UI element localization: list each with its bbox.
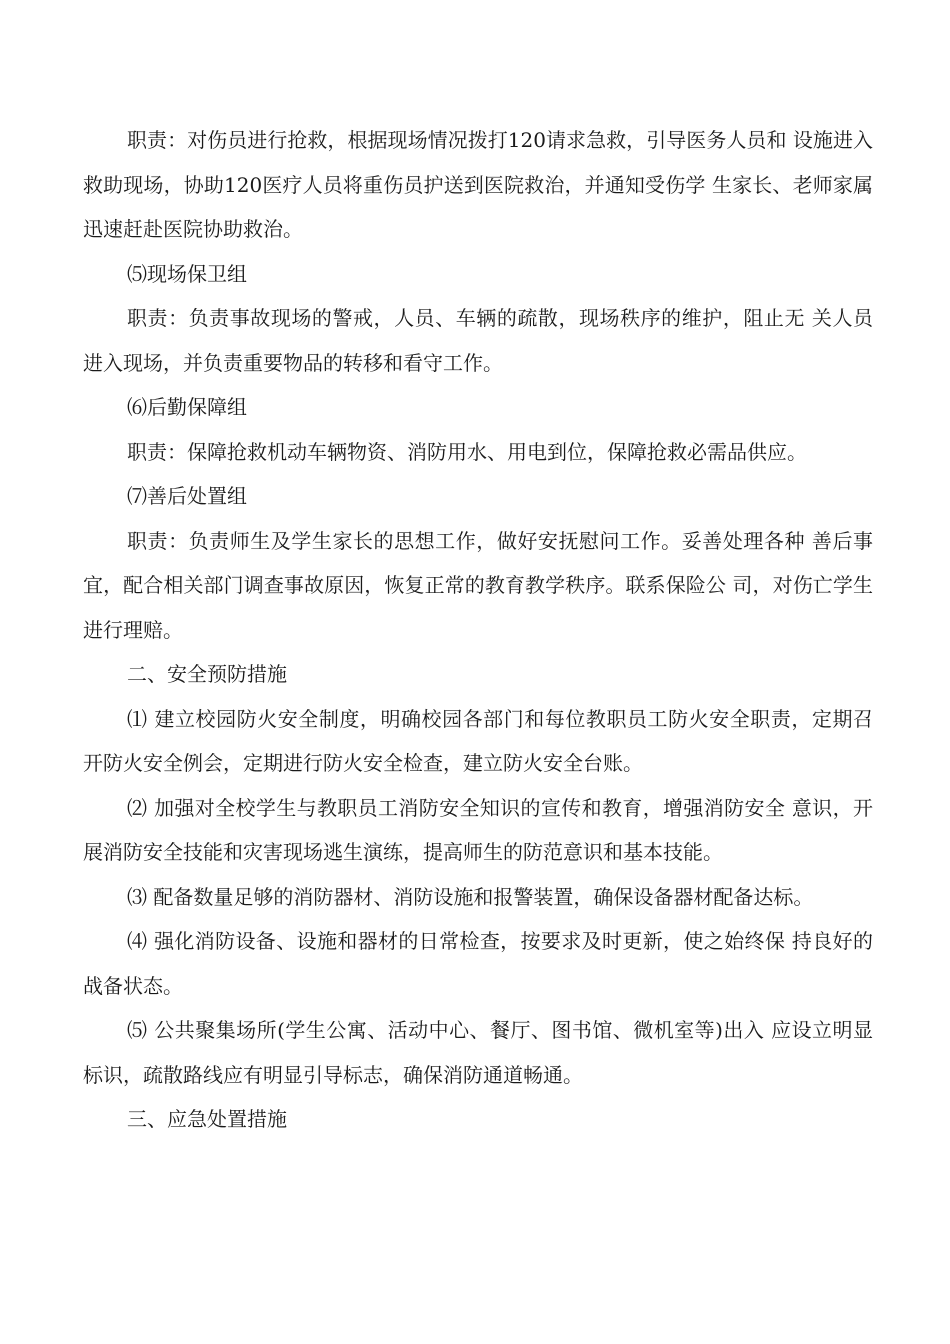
heading-aftermath-group: ⑺善后处置组	[127, 484, 247, 508]
paragraph-security-duty: 职责：负责事故现场的警戒，人员、车辆的疏散，现场秩序的维护，阻止无 关人员进入现场，并负责重要物品的转移和看守工作。	[83, 306, 873, 375]
paragraph-prevention-1: ⑴ 建立校园防火安全制度，明确校园各部门和每位教职员工防火安全职责，定期召开防火安全例会，定期进行防火安全检查，建立防火安全台账。	[83, 706, 873, 775]
paragraph-aftermath-duty: 职责：负责师生及学生家长的思想工作，做好安抚慰问工作。妥善处理各种 善后事宜，配合相关部门调查事故原因，恢复正常的教育教学秩序。联系保险公 司，对伤亡学生进行理赔。	[83, 528, 873, 642]
paragraph-prevention-5: ⑸ 公共聚集场所(学生公寓、活动中心、餐厅、图书馆、微机室等)出入 应设立明显标识，疏散路线应有明显引导标志，确保消防通道畅通。	[83, 1018, 873, 1087]
heading-emergency-measures: 三、应急处置措施	[127, 1107, 287, 1131]
paragraph-prevention-4: ⑷ 强化消防设备、设施和器材的日常检查，按要求及时更新，使之始终保 持良好的战备状态。	[83, 929, 873, 998]
heading-logistics-group: ⑹后勤保障组	[127, 395, 247, 419]
paragraph-logistics-duty: 职责：保障抢救机动车辆物资、消防用水、用电到位，保障抢救必需品供应。	[127, 439, 807, 464]
paragraph-prevention-3: ⑶ 配备数量足够的消防器材、消防设施和报警装置，确保设备器材配备达标。	[127, 884, 814, 909]
heading-safety-prevention: 二、安全预防措施	[127, 662, 287, 686]
paragraph-prevention-2: ⑵ 加强对全校学生与教职员工消防安全知识的宣传和教育，增强消防安全 意识，开展消防安全技能和灾害现场逃生演练，提高师生的防范意识和基本技能。	[83, 795, 873, 864]
document-page	[83, 118, 873, 1142]
heading-site-security-group: ⑸现场保卫组	[127, 261, 247, 286]
paragraph-medical-duty: 职责：对伤员进行抢救，根据现场情况拨打120请求急救，引导医务人员和 设施进入救助现场，协助120医疗人员将重伤员护送到医院救治，并通知受伤学 生家长、老师家属迅速赶赴医院协助救治。	[83, 128, 873, 241]
